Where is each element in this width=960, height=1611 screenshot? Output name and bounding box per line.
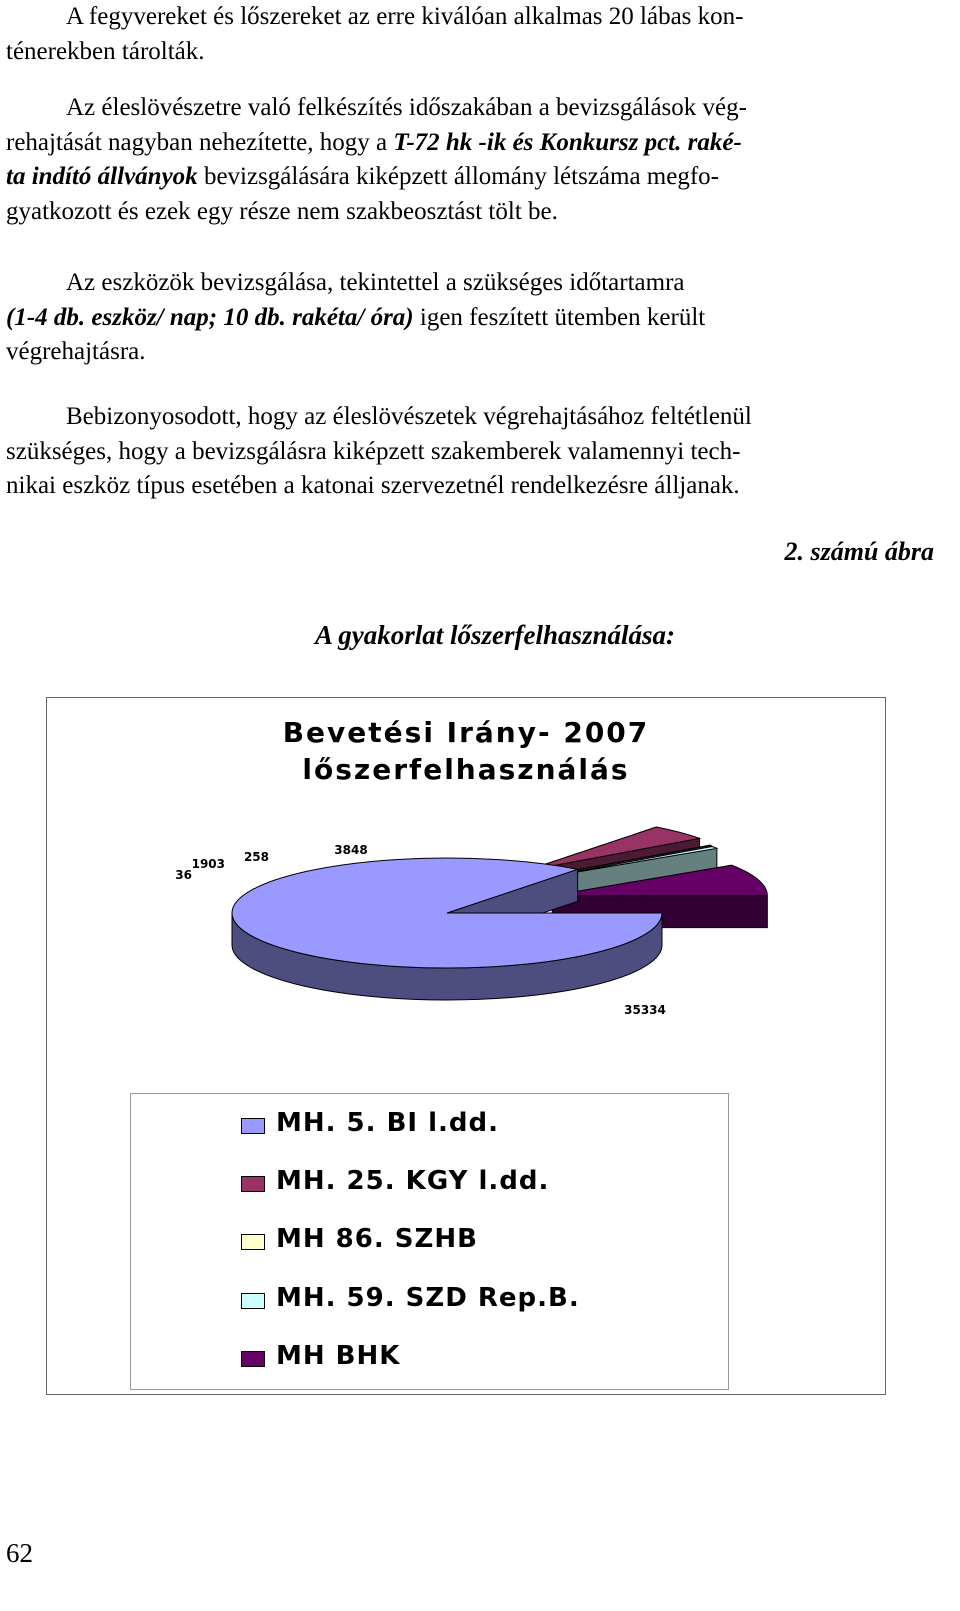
paragraph-2 [6,91,934,229]
paragraph-1-line-2: ténerekben tárolták. [6,37,205,65]
legend-label: MH. 5. BI l.dd. [276,1108,500,1138]
figure-caption: A gyakorlat lőszerfelhasználása: [314,620,676,650]
paragraph-3-line-3: végrehajtásra. [6,338,146,365]
paragraph-2-line-2a: rehajtását nagyban nehezítette, hogy a [6,128,394,156]
paragraph-2-line-3a: ta indító állványok [6,163,198,190]
pie-data-label: 1903 [191,857,225,871]
pie-data-label: 35334 [624,1003,666,1017]
paragraph-4-line-1: Bebizonyosodott, hogy az éleslövészetek végrehajtásához feltétlenül [66,403,752,430]
pie-data-label: 36 [175,868,192,882]
paragraph-2-line-4: gyatkozott és ezek egy része nem szakbeosztást tölt be. [6,197,558,225]
paragraph-3-line-1: Az eszközök bevizsgálása, tekintettel a szükséges időtartamra [66,269,685,296]
page-number: 62 [6,1538,33,1568]
paragraph-2-line-3b: bevizsgálására kiképzett állomány létszáma megfo- [197,163,719,190]
pie-data-label: 3848 [334,843,368,857]
legend-swatch [241,1293,265,1309]
legend-label: MH. 25. KGY l.dd. [276,1166,550,1196]
paragraph-2-line-1: Az éleslövészetre való felkészítés időszakában a bevizsgálások vég- [66,94,747,121]
paragraph-1 [6,0,934,69]
legend-label: MH. 59. SZD Rep.B. [276,1283,580,1313]
figure-number: 2. számú ábra [784,537,934,566]
pie-chart-box [46,697,886,1395]
paragraph-2-line-2b: T-72 hk -ik és Konkursz pct. raké- [393,128,742,156]
legend-label: MH 86. SZHB [276,1224,478,1254]
legend-label: MH BHK [276,1341,401,1371]
chart-title-line-1: Bevetési Irány- 2007 [282,716,650,749]
paragraph-4-line-3: nikai eszköz típus esetében a katonai szervezetnél rendelkezésre álljanak. [6,472,740,499]
legend-swatch [241,1176,265,1192]
paragraph-3 [6,266,934,370]
legend-swatch [241,1234,265,1250]
chart-legend [130,1093,729,1390]
pie-chart [47,698,885,1088]
legend-swatch [241,1351,265,1367]
legend-swatch [241,1118,265,1134]
chart-title-line-2: lőszerfelhasználás [302,753,630,786]
paragraph-4-line-2: szükséges, hogy a bevizsgálásra kiképzett szakemberek valamennyi tech- [6,437,741,465]
paragraph-1-line-1: A fegyvereket és lőszereket az erre kiválóan alkalmas 20 lábas kon- [66,3,744,30]
paragraph-3-line-2b: igen feszített ütemben került [413,303,706,331]
pie-data-label: 258 [243,850,269,864]
paragraph-3-line-2a: (1-4 db. eszköz/ nap; 10 db. rakéta/ óra) [6,303,414,331]
paragraph-4 [6,400,934,504]
